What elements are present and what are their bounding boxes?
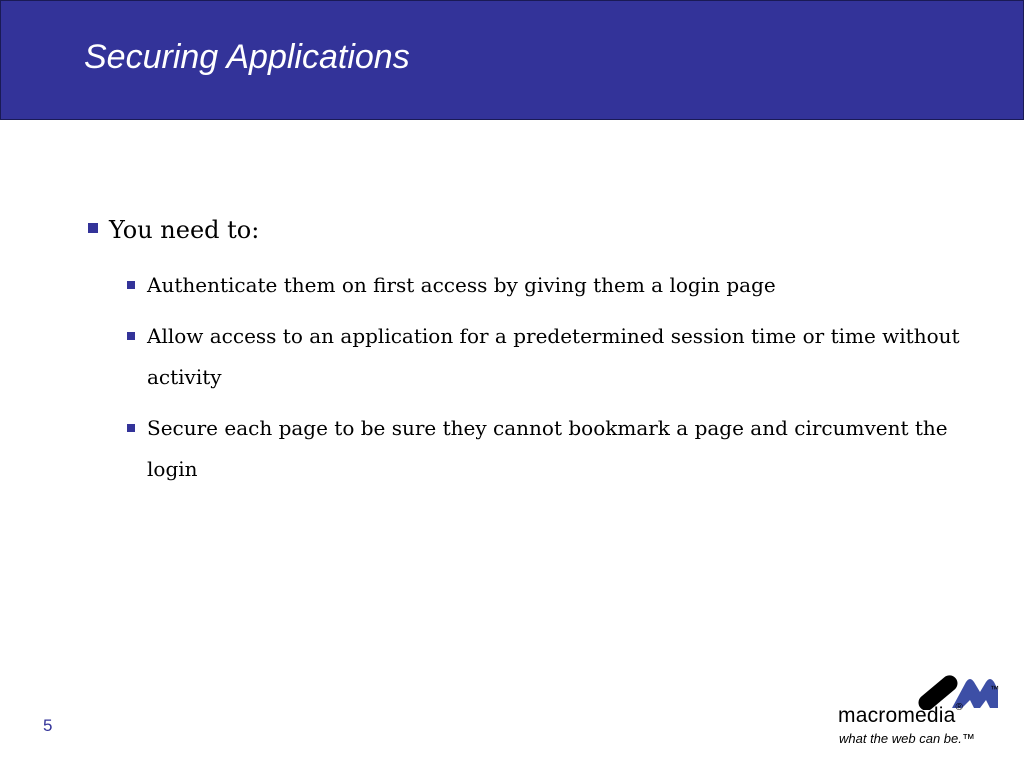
- page-number: 5: [43, 716, 53, 735]
- sub-bullet-text: Authenticate them on first access by giving them a login page: [147, 273, 776, 297]
- title-bar: [0, 0, 1024, 120]
- slide-title: Securing Applications: [84, 38, 410, 76]
- logo-trademark: ™: [990, 684, 999, 694]
- logo-tagline: what the web can be.™: [839, 731, 975, 746]
- logo-wordmark-text: macromedia: [838, 704, 956, 727]
- sub-bullet-item: [125, 316, 986, 398]
- sub-bullet-text: Allow access to an application for a predetermined session time or time without activity: [147, 324, 960, 389]
- logo-wordmark: [838, 704, 963, 728]
- square-bullet-icon: [127, 281, 135, 289]
- sub-bullet-list: [86, 265, 986, 490]
- square-bullet-icon: [127, 332, 135, 340]
- logo-registered-mark: ®: [955, 702, 964, 713]
- bullet-item: [86, 213, 986, 247]
- square-bullet-icon: [127, 424, 135, 432]
- sub-bullet-item: [125, 408, 986, 490]
- bullet-text: You need to:: [109, 216, 260, 244]
- slide-content: [86, 213, 986, 500]
- sub-bullet-text: Secure each page to be sure they cannot bookmark a page and circumvent the login: [147, 416, 948, 481]
- square-bullet-icon: [88, 223, 98, 233]
- sub-bullet-item: [125, 265, 986, 306]
- macromedia-logo: [838, 670, 1008, 750]
